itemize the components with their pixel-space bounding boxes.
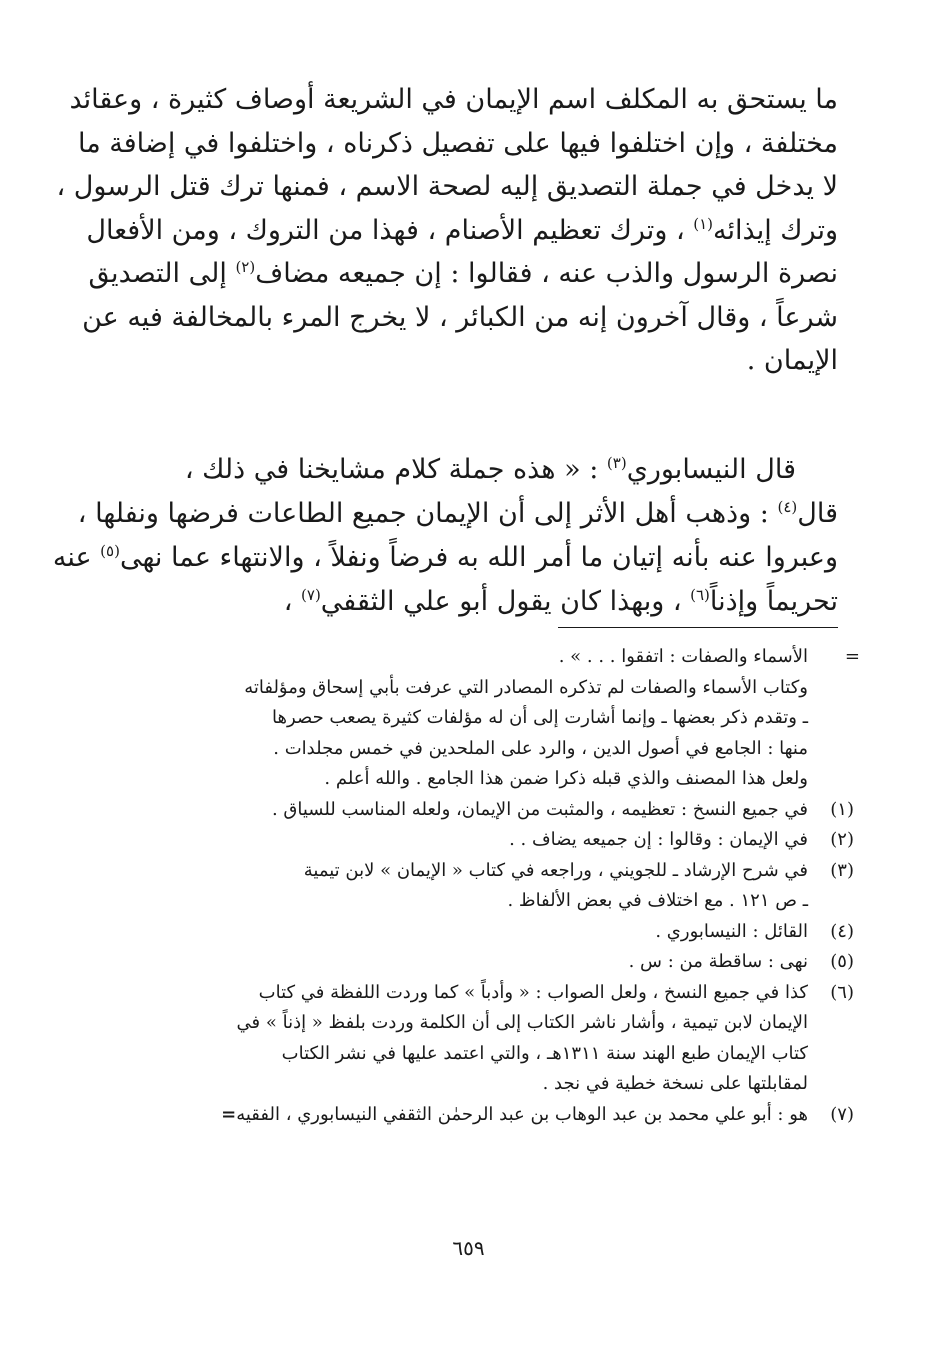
continuation-mark: = [221,1103,237,1125]
text-segment: قال النيسابوري [626,454,796,485]
footnote-line: وكتاب الأسماء والصفات لم تذكره المصادر التي عرفت بأبي إسحاق ومؤلفاته [244,676,808,698]
text-line: ما يستحق به المكلف اسم الإيمان في الشريعة أوصاف كثيرة ، وعقائد [69,84,838,115]
text-segment: وترك إيذائه [713,214,838,246]
footnote-2 [134,825,854,856]
footnote-line: ـ ص ١٢١ . مع اختلاف في بعض الألفاظ . [507,890,808,911]
footnote-1 [134,795,854,826]
text-segment: : وذهب أهل الأثر إلى أن الإيمان جميع الطاعات فرضها ونفلها ، [77,498,778,529]
footnote-ref-6: (٦) [690,586,710,604]
footnote-ref-5: (٥) [100,542,120,560]
footnote-separator [558,627,838,628]
footnote-line: القائل : النيسابوري . [655,920,808,942]
footnote-5 [134,947,854,978]
footnote-number: (٤) [830,920,854,942]
text-line [134,448,838,492]
footnote-ref-2: (٢) [235,258,256,276]
text-segment: قال [797,498,838,529]
footnote-line: كذا في جميع النسخ ، ولعل الصواب : « وأدباً » كما وردت اللفظة في كتاب [258,981,808,1003]
footnote-line: منها : الجامع في أصول الدين ، والرد على الملحدين في خمس مجلدات . [273,737,808,759]
footnote-continuation [134,642,860,795]
footnote-ref-4: (٤) [777,498,798,516]
text-line [86,209,838,253]
footnotes-section [134,642,860,1130]
footnote-3 [134,856,854,917]
footnote-number: (١) [830,798,854,820]
footnote-7 [134,1100,854,1131]
footnote-ref-3: (٣) [606,454,627,472]
text-line: مختلفة ، وإن اختلفوا فيها على تفصيل ذكرناه ، واختلفوا في إضافة ما [78,127,838,159]
text-line: شرعاً ، وقال آخرون إنه من الكبائر ، لا يخرج المرء بالمخالفة فيه عن [82,301,838,333]
footnote-6 [134,978,854,1100]
footnote-line: كتاب الإيمان طبع الهند سنة ١٣١١هـ ، والتي اعتمد عليها في نشر الكتاب [281,1042,808,1064]
continuation-mark: = [844,646,860,667]
text-line [88,252,838,296]
text-segment: ، [283,586,302,617]
text-segment: عنه [52,542,101,573]
footnote-4 [134,917,854,948]
footnote-line: نهى : ساقطة من : س . [628,951,808,972]
footnote-number: (٥) [830,951,854,972]
main-paragraph-2 [52,448,838,624]
text-segment: تحريماً وإذناً [709,586,838,617]
text-line: الإيمان . [746,345,838,376]
footnote-number: (٧) [830,1103,854,1125]
footnote-line: ولعل هذا المصنف والذي قبله ذكرا ضمن هذا الجامع . والله أعلم . [324,768,808,789]
text-line [77,492,838,536]
text-line [134,580,838,624]
text-segment: إلى التصديق [88,258,236,289]
text-segment: نصرة الرسول والذب عنه ، فقالوا : إن جميعه مضاف [255,258,838,289]
footnote-ref-7: (٧) [301,586,321,604]
page-number: ٦٥٩ [452,1236,485,1260]
footnote-ref-1: (١) [693,214,714,233]
text-line: لا يدخل في جملة التصديق إليه لصحة الاسم ، فمنها ترك قتل الرسول ، [56,171,838,202]
footnote-number: (٦) [830,981,854,1003]
text-segment: ، وترك تعظيم الأصنام ، فهذا من التروك ، ومن الأفعال [86,214,694,246]
footnote-number: (٢) [830,829,854,850]
footnote-line [134,1100,808,1131]
footnote-line: في الإيمان : وقالوا : إن جميعه يضاف . . [509,829,808,850]
footnote-line: الأسماء والصفات : اتفقوا . . . » . [558,646,808,667]
footnote-number: (٣) [830,859,854,881]
text-line [52,536,838,580]
text-segment: وعبروا عنه بأنه إتيان ما أمر الله به فرضاً ونفلاً ، والانتهاء عما نهى [119,542,838,573]
footnote-line: ـ وتقدم ذكر بعضها ـ وإنما أشارت إلى أن له مؤلفات كثيرة يصعب حصرها [272,707,808,728]
footnote-line: في شرح الإرشاد ـ للجويني ، وراجعه في كتاب « الإيمان » لابن تيمية [303,859,808,881]
main-paragraph-1 [56,78,838,383]
text-segment: : « هذه جملة كلام مشايخنا في ذلك ، [184,454,607,485]
footnote-line: الإيمان لابن تيمية ، وأشار ناشر الكتاب إلى أن الكلمة وردت بلفظ « إذناً » في [236,1012,808,1033]
text-segment: هو : أبو علي محمد بن عبد الوهاب بن عبد الرحمٰن الثقفي النيسابوري ، الفقيه [236,1103,808,1125]
footnote-line: لمقابلتها على نسخة خطية في نجد . [542,1073,808,1094]
footnote-line: في جميع النسخ : تعظيمه ، والمثبت من الإيمان، ولعله المناسب للسياق . [271,798,808,820]
text-segment: ، وبهذا كان يقول أبو علي الثقفي [320,586,691,617]
